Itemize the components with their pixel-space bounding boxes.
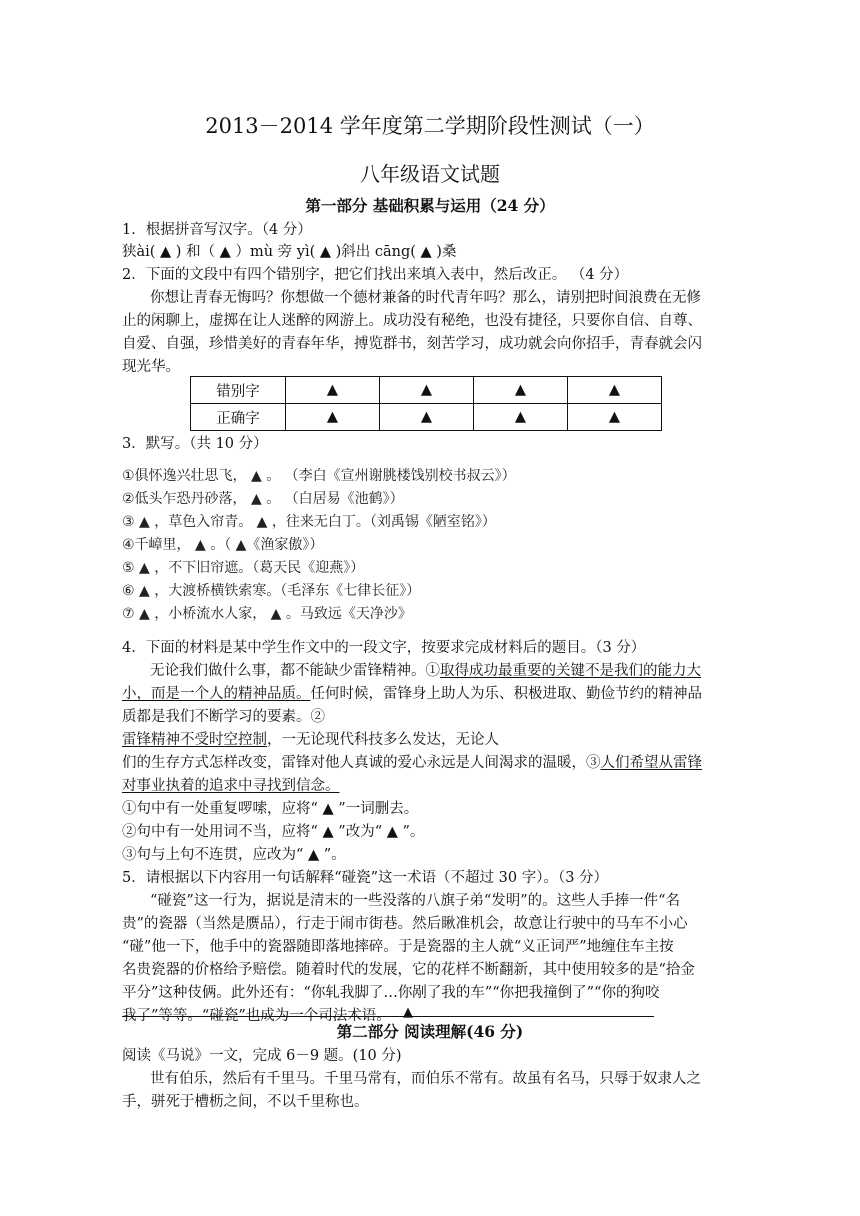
answer-cell[interactable]: ▲	[286, 404, 380, 431]
q2-passage-line: 自爱、自强，珍惜美好的青春年华，搏览群书，刻苦学习，成功就会向你招手，青春就会闪	[122, 336, 702, 352]
q3-line-1: ①俱怀逸兴壮思飞， ▲ 。 （李白《宣州谢朓楼饯别校书叔云》）	[122, 468, 516, 484]
q3-stem: 3．默写。（共 10 分）	[122, 436, 268, 452]
answer-cell[interactable]: ▲	[474, 404, 568, 431]
q5-passage-line: 贵”的瓷器（当然是赝品），行走于闹市街巷。然后瞅准机会，故意让行驶中的马车不小心	[122, 916, 688, 932]
q4-passage-line	[150, 661, 701, 681]
exam-subtitle: 八年级语文试题	[360, 162, 500, 186]
reading-intro: 阅读《马说》一文，完成 6－9 题。(10 分)	[122, 1048, 402, 1064]
q4-underlined-sentence-3-end: 对事业执着的追求中寻找到信念。	[122, 778, 340, 794]
q2-passage-line: 你想让青春无悔吗？你想做一个德材兼备的时代青年吗？那么，请别把时间浪费在无修	[150, 290, 701, 306]
q4-passage-line	[122, 776, 340, 796]
q4-text: 无论我们做什么事，都不能缺少雷锋精神。①	[150, 663, 440, 679]
q3-line-2: ②低头乍恐丹砂落， ▲ 。 （白居易《池鹤》）	[122, 491, 404, 507]
q4-underlined-sentence-1-end: 小，而是一个人的精神品质。	[122, 686, 311, 702]
answer-cell[interactable]: ▲	[380, 377, 474, 404]
part2-heading: 第二部分 阅读理解(46 分)	[336, 1022, 524, 1041]
q4-subquestion-3: ③句与上句不连贯，应改为“ ▲ ”。	[122, 847, 346, 863]
q2-stem: 2．下面的文段中有四个错别字，把它们找出来填入表中，然后改正。 （4 分）	[122, 267, 629, 283]
answer-cell[interactable]: ▲	[568, 404, 662, 431]
q5-passage-line: 平分”这种伎俩。此外还有：“你轧我脚了…你剐了我的车”“你把我撞倒了”“你的狗咬	[122, 985, 660, 1001]
answer-line	[122, 1016, 654, 1017]
q3-line-3: ③ ▲ ，草色入帘青。 ▲ ，往来无白丁。（刘禹锡《陋室铭》）	[122, 514, 496, 530]
q5-answer-marker[interactable]	[0, 1003, 860, 1023]
q1-items: 狭ài( ▲ ) 和（ ▲ ）mù 旁 yì( ▲ )斜出 cāng( ▲ )桑	[122, 244, 457, 260]
q4-text: 们的生存方式怎样改变，雷锋对他人真诚的爱心永远是人间渴求的温暖，③	[122, 755, 601, 771]
q5-passage-line: “碰”他一下，他手中的瓷器随即落地摔碎。于是瓷器的主人就“义正词严”地缠住车主按	[122, 939, 674, 955]
reading-passage-line: 世有伯乐，然后有千里马。千里马常有，而伯乐不常有。故虽有名马，只辱于奴隶人之	[150, 1071, 701, 1087]
q4-text: ，一无论现代科技多么发达，无论人	[267, 732, 499, 748]
row-label-wrong: 错别字	[191, 377, 286, 404]
q2-answer-table	[190, 376, 662, 431]
q3-line-6: ⑥ ▲ ，大渡桥横铁索寒。（毛泽东《七律长征》）	[122, 583, 421, 599]
answer-cell[interactable]: ▲	[474, 377, 568, 404]
answer-cell[interactable]: ▲	[568, 377, 662, 404]
q4-passage-line	[122, 684, 702, 704]
q5-passage-line: 名贵瓷器的价格给予赔偿。随着时代的发展，它的花样不断翻新，其中使用较多的是“拾金	[122, 962, 695, 978]
row-label-correct: 正确字	[191, 404, 286, 431]
table-row	[191, 404, 662, 431]
q2-passage-line: 现光华。	[122, 359, 180, 375]
q3-line-7: ⑦ ▲ ，小桥流水人家， ▲ 。马致远《天净沙》	[122, 606, 412, 622]
table-row	[191, 377, 662, 404]
q4-underlined-sentence-3: 人们希望从雷锋	[600, 755, 702, 771]
answer-cell[interactable]: ▲	[380, 404, 474, 431]
q3-line-4: ④千嶂里， ▲ 。（ ▲《渔家傲》）	[122, 537, 324, 553]
reading-passage-line: 手，骈死于槽枥之间，不以千里称也。	[122, 1094, 369, 1110]
q4-underlined-sentence-1: 取得成功最重要的关键不是我们的能力大	[440, 663, 701, 679]
q4-text: 任何时候，雷锋身上助人为乐、积极进取、勤俭节约的精神品	[310, 686, 702, 702]
q2-passage-line: 止的闲聊上，虚掷在让人迷醉的网游上。成功没有秘绝，也没有捷径，只要你自信、自尊、	[122, 313, 702, 329]
q4-passage-line	[122, 730, 499, 750]
q4-passage-line	[122, 753, 702, 773]
q4-subquestion-1: ①句中有一处重复啰嗦，应将“ ▲ ”一词删去。	[122, 801, 419, 817]
q4-stem: 4．下面的材料是某中学生作文中的一段文字，按要求完成材料后的题目。（3 分）	[122, 640, 646, 656]
q4-passage-line: 质都是我们不断学习的要素。②	[122, 709, 325, 725]
q3-line-5: ⑤ ▲ ，不下旧帘遮。（葛天民《迎燕》）	[122, 560, 365, 576]
answer-cell[interactable]: ▲	[286, 377, 380, 404]
q4-underlined-sentence-2: 雷锋精神不受时空控制	[122, 732, 267, 748]
q1-stem: 1．根据拼音写汉字。（4 分）	[122, 222, 312, 238]
q5-passage-line: “碰瓷”这一行为，据说是清末的一些没落的八旗子弟“发明”的。这些人手捧一件“名	[150, 893, 681, 909]
exam-title: 2013－2014 学年度第二学期阶段性测试（一）	[205, 114, 655, 138]
part1-heading: 第一部分 基础积累与运用（24 分）	[305, 196, 555, 215]
triangle-icon: ▲	[403, 1005, 413, 1020]
q4-subquestion-2: ②句中有一处用词不当，应将“ ▲ ”改为“ ▲ ”。	[122, 824, 425, 840]
q5-passage-line: 我了”等等。“碰瓷”也成为一个司法术语。	[122, 1008, 391, 1024]
q5-stem: 5．请根据以下内容用一句话解释“碰瓷”这一术语（不超过 30 字）。（3 分）	[122, 870, 609, 886]
